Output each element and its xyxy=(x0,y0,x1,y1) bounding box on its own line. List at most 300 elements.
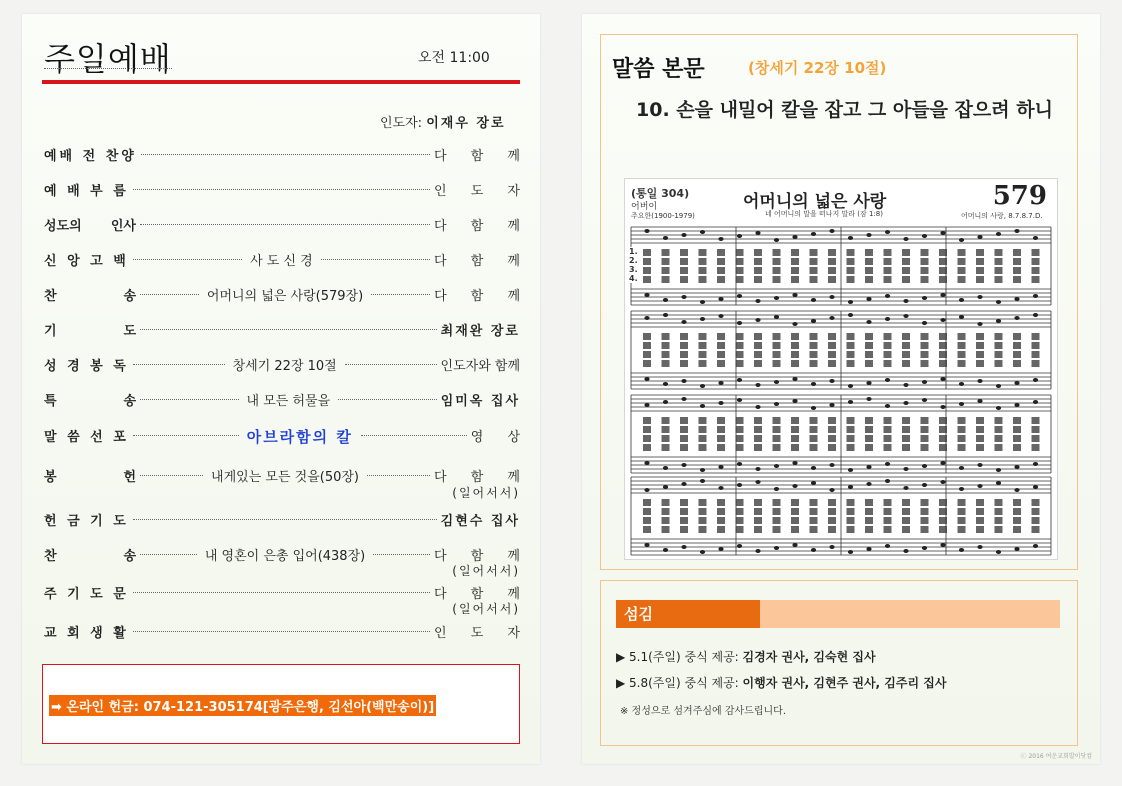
note-head xyxy=(848,384,853,388)
lyric-glyph xyxy=(995,517,1003,524)
note-head xyxy=(755,549,760,553)
lyric-glyph xyxy=(976,267,984,274)
lyric-glyph xyxy=(717,417,725,424)
lyric-glyph xyxy=(662,258,670,265)
note-head xyxy=(1033,313,1038,317)
lyric-glyph xyxy=(847,526,855,533)
lyric-glyph xyxy=(939,333,947,340)
lyric-glyph xyxy=(717,499,725,506)
lyric-glyph xyxy=(754,444,762,451)
row-responsible: 김현수 집사 xyxy=(440,514,520,529)
lyric-glyph xyxy=(828,435,836,442)
row-detail: 어머니의 넓은 사랑(579장) xyxy=(206,289,364,304)
lyric-glyph xyxy=(1032,351,1040,358)
row-note: (일어서서) xyxy=(452,486,520,500)
lyric-glyph xyxy=(884,508,892,515)
lyric-glyph xyxy=(643,435,651,442)
lyric-glyph xyxy=(902,435,910,442)
lyric-glyph xyxy=(736,417,744,424)
lyric-glyph xyxy=(995,417,1003,424)
lyric-glyph xyxy=(865,276,873,283)
hymn-composer-left: 주요한(1900-1979) xyxy=(631,212,695,220)
note-head xyxy=(940,318,945,322)
note-head xyxy=(866,381,871,385)
lyric-glyph xyxy=(958,444,966,451)
lyric-glyph xyxy=(810,499,818,506)
note-head xyxy=(755,405,760,409)
lyric-glyph xyxy=(1032,526,1040,533)
lyric-glyph xyxy=(884,333,892,340)
lyric-glyph xyxy=(736,435,744,442)
lyric-glyph xyxy=(717,444,725,451)
dot-leader xyxy=(338,390,437,400)
lyric-glyph xyxy=(958,499,966,506)
worship-row xyxy=(44,583,530,602)
note-head xyxy=(903,383,908,387)
lyric-glyph xyxy=(884,526,892,533)
lyric-glyph xyxy=(1013,526,1021,533)
note-head xyxy=(681,233,686,237)
lyric-glyph xyxy=(699,499,707,506)
note-head xyxy=(718,401,723,405)
note-head xyxy=(1014,547,1019,551)
scripture-verse: 10. 손을 내밀어 칼을 잡고 그 아들을 잡으려 하니 xyxy=(636,99,1053,121)
lyric-glyph xyxy=(717,526,725,533)
worship-row xyxy=(44,622,530,641)
row-responsible: 인 도 자 xyxy=(434,626,530,641)
serving-line-2 xyxy=(616,674,946,691)
note-head xyxy=(737,483,742,487)
lyric-glyph xyxy=(976,526,984,533)
lyric-glyph xyxy=(791,499,799,506)
note-head xyxy=(940,480,945,484)
lyric-glyph xyxy=(995,258,1003,265)
lyric-glyph xyxy=(1013,508,1021,515)
note-head xyxy=(829,403,834,407)
hymn-number: 579 xyxy=(992,181,1047,211)
lyric-glyph xyxy=(810,426,818,433)
dot-leader xyxy=(373,545,430,555)
leader-name: 이재우 장로 xyxy=(426,116,506,131)
lyric-glyph xyxy=(995,426,1003,433)
lyric-glyph xyxy=(847,276,855,283)
bulletin-left-page xyxy=(22,14,540,764)
note-head xyxy=(663,485,668,489)
row-item-char: 송 xyxy=(123,549,136,564)
lyric-glyph xyxy=(1013,444,1021,451)
note-head xyxy=(718,465,723,469)
lyric-glyph xyxy=(921,342,929,349)
lyric-glyph xyxy=(699,333,707,340)
lyric-glyph xyxy=(810,508,818,515)
lyric-glyph xyxy=(680,517,688,524)
note-head xyxy=(737,462,742,466)
copyright: ⓒ 2016 여운교회발이닷컴 xyxy=(1020,753,1092,760)
lyric-glyph xyxy=(902,444,910,451)
row-responsible: 다 함 께 xyxy=(434,587,530,602)
lyric-glyph xyxy=(791,435,799,442)
note-head xyxy=(903,299,908,303)
lyric-glyph xyxy=(1013,276,1021,283)
note-head xyxy=(1014,488,1019,492)
row-item xyxy=(44,320,136,339)
row-responsible: 최재완 장로 xyxy=(440,324,520,339)
lyric-glyph xyxy=(643,517,651,524)
lyric-glyph xyxy=(902,417,910,424)
lyric-glyph xyxy=(773,249,781,256)
leader-label: 인도자: xyxy=(380,116,423,131)
lyric-glyph xyxy=(810,444,818,451)
dot-leader xyxy=(140,215,430,225)
lyric-glyph xyxy=(921,360,929,367)
lyric-glyph xyxy=(643,426,651,433)
lyric-glyph xyxy=(754,267,762,274)
note-head xyxy=(959,382,964,386)
lyric-glyph xyxy=(643,333,651,340)
verse-number: 3. xyxy=(629,265,638,274)
worship-row xyxy=(44,145,530,164)
lyric-glyph xyxy=(1032,499,1040,506)
row-detail: 아브라함의 칼 xyxy=(246,428,353,446)
note-head xyxy=(903,486,908,490)
lyric-glyph xyxy=(717,435,725,442)
lyric-glyph xyxy=(865,342,873,349)
note-head xyxy=(1014,465,1019,469)
note-head xyxy=(866,320,871,324)
note-head xyxy=(1014,229,1019,233)
lyric-glyph xyxy=(810,267,818,274)
note-head xyxy=(829,295,834,299)
lyric-glyph xyxy=(828,276,836,283)
row-item-char: 송 xyxy=(123,394,136,409)
lyric-glyph xyxy=(773,508,781,515)
note-head xyxy=(1014,381,1019,385)
note-head xyxy=(700,230,705,234)
lyric-glyph xyxy=(921,333,929,340)
lyric-glyph xyxy=(699,508,707,515)
lyric-glyph xyxy=(1032,444,1040,451)
lyric-glyph xyxy=(810,417,818,424)
note-head xyxy=(681,397,686,401)
lyric-glyph xyxy=(939,267,947,274)
lyric-glyph xyxy=(958,526,966,533)
lyric-glyph xyxy=(976,342,984,349)
lyric-glyph xyxy=(902,276,910,283)
lyric-glyph xyxy=(939,426,947,433)
lyric-glyph xyxy=(976,444,984,451)
row-item-char: 헌 xyxy=(123,470,136,485)
lyric-glyph xyxy=(699,444,707,451)
lyric-glyph xyxy=(1013,333,1021,340)
lyric-glyph xyxy=(791,333,799,340)
lyric-glyph xyxy=(662,499,670,506)
lyric-glyph xyxy=(1013,342,1021,349)
note-head xyxy=(774,546,779,550)
lyric-glyph xyxy=(884,426,892,433)
lyric-glyph xyxy=(1032,333,1040,340)
row-item: 교 회 생 활 xyxy=(44,626,129,641)
lyric-glyph xyxy=(865,258,873,265)
note-head xyxy=(922,546,927,550)
row-detail: 내 모든 허물을 xyxy=(246,394,331,409)
row-detail: 내 영혼이 은총 입어(438장) xyxy=(204,549,366,564)
serving-names: 이행자 권사, 김현주 권사, 김주리 집사 xyxy=(742,676,947,690)
lyric-glyph xyxy=(958,508,966,515)
lyric-glyph xyxy=(810,351,818,358)
row-item-char: 봉 xyxy=(44,470,57,485)
lyric-glyph xyxy=(717,342,725,349)
note-head xyxy=(977,295,982,299)
lyric-glyph xyxy=(865,249,873,256)
lyric-glyph xyxy=(865,526,873,533)
lyric-glyph xyxy=(958,517,966,524)
lyric-glyph xyxy=(662,342,670,349)
note-head xyxy=(792,293,797,297)
note-head xyxy=(681,482,686,486)
lyric-glyph xyxy=(939,526,947,533)
row-item: 성 경 봉 독 xyxy=(44,359,129,374)
note-head xyxy=(663,400,668,404)
lyric-glyph xyxy=(921,276,929,283)
dot-leader xyxy=(361,426,467,436)
lyric-glyph xyxy=(699,276,707,283)
lyric-glyph xyxy=(680,435,688,442)
lyric-glyph xyxy=(847,444,855,451)
row-item xyxy=(44,390,136,409)
lyric-glyph xyxy=(902,342,910,349)
lyric-glyph xyxy=(995,435,1003,442)
lyric-glyph xyxy=(699,426,707,433)
row-responsible: 다 함 께 xyxy=(434,254,530,269)
lyric-glyph xyxy=(773,342,781,349)
lyric-glyph xyxy=(680,499,688,506)
verse-number: 1. xyxy=(629,247,638,256)
note-head xyxy=(848,468,853,472)
lyric-glyph xyxy=(902,249,910,256)
lyric-glyph xyxy=(828,417,836,424)
worship-row xyxy=(44,180,530,199)
note-head xyxy=(940,461,945,465)
hymn-tongil: (통일 304) xyxy=(631,187,690,200)
red-divider xyxy=(42,80,520,84)
lyric-glyph xyxy=(884,360,892,367)
note-head xyxy=(663,313,668,317)
lyric-glyph xyxy=(810,517,818,524)
note-head xyxy=(755,480,760,484)
lyric-glyph xyxy=(902,258,910,265)
note-head xyxy=(737,234,742,238)
dot-leader xyxy=(140,466,203,476)
lyric-glyph xyxy=(680,360,688,367)
lyric-glyph xyxy=(939,360,947,367)
note-head xyxy=(959,402,964,406)
note-head xyxy=(1033,378,1038,382)
note-head xyxy=(922,234,927,238)
lyric-glyph xyxy=(754,499,762,506)
note-head xyxy=(903,314,908,318)
lyric-glyph xyxy=(643,267,651,274)
note-head xyxy=(644,229,649,233)
lyric-glyph xyxy=(847,435,855,442)
lyric-glyph xyxy=(884,267,892,274)
note-head xyxy=(848,313,853,317)
lyric-glyph xyxy=(847,517,855,524)
dot-leader xyxy=(367,466,430,476)
lyric-glyph xyxy=(902,499,910,506)
lyric-glyph xyxy=(884,417,892,424)
lyric-glyph xyxy=(791,417,799,424)
dot-leader xyxy=(133,622,430,632)
lyric-glyph xyxy=(884,435,892,442)
lyric-glyph xyxy=(773,417,781,424)
lyric-glyph xyxy=(791,360,799,367)
lyric-glyph xyxy=(773,360,781,367)
lyric-glyph xyxy=(662,508,670,515)
lyric-glyph xyxy=(662,333,670,340)
row-item: 예 배 부 름 xyxy=(44,184,129,199)
bulletin-right-page xyxy=(582,14,1100,764)
lyric-glyph xyxy=(976,417,984,424)
lyric-glyph xyxy=(828,444,836,451)
lyric-glyph xyxy=(736,267,744,274)
lyric-glyph xyxy=(865,333,873,340)
lyric-glyph xyxy=(995,267,1003,274)
worship-row xyxy=(44,426,531,447)
lyric-glyph xyxy=(976,351,984,358)
lyric-glyph xyxy=(921,258,929,265)
note-head xyxy=(774,464,779,468)
lyric-glyph xyxy=(865,517,873,524)
note-head xyxy=(755,318,760,322)
lyric-glyph xyxy=(754,249,762,256)
lyric-glyph xyxy=(791,276,799,283)
note-head xyxy=(848,485,853,489)
lyric-glyph xyxy=(958,351,966,358)
row-item: 예배 전 찬양 xyxy=(44,149,137,164)
lyric-glyph xyxy=(662,417,670,424)
lyric-glyph xyxy=(736,258,744,265)
note-head xyxy=(866,297,871,301)
lyric-glyph xyxy=(773,267,781,274)
lyric-glyph xyxy=(865,499,873,506)
note-head xyxy=(718,297,723,301)
note-head xyxy=(774,238,779,242)
lyric-glyph xyxy=(662,360,670,367)
lyric-glyph xyxy=(958,342,966,349)
lyric-glyph xyxy=(1013,517,1021,524)
note-head xyxy=(1014,316,1019,320)
lyric-glyph xyxy=(754,360,762,367)
lyric-glyph xyxy=(939,351,947,358)
note-head xyxy=(866,233,871,237)
lyric-glyph xyxy=(884,351,892,358)
lyric-glyph xyxy=(643,499,651,506)
lyric-glyph xyxy=(736,351,744,358)
lyric-glyph xyxy=(680,526,688,533)
worship-row xyxy=(44,320,520,339)
row-item-char: 기 xyxy=(44,324,57,339)
row-item xyxy=(44,466,136,485)
note-head xyxy=(737,544,742,548)
lyric-glyph xyxy=(939,508,947,515)
note-head xyxy=(885,230,890,234)
lyric-glyph xyxy=(810,360,818,367)
lyric-glyph xyxy=(939,444,947,451)
lyric-glyph xyxy=(976,517,984,524)
lyric-glyph xyxy=(995,276,1003,283)
hymn-sheet xyxy=(624,178,1058,560)
lyric-glyph xyxy=(1013,417,1021,424)
note-head xyxy=(848,236,853,240)
lyric-glyph xyxy=(847,508,855,515)
note-head xyxy=(959,466,964,470)
lyric-glyph xyxy=(847,360,855,367)
lyric-glyph xyxy=(902,517,910,524)
lyric-glyph xyxy=(680,342,688,349)
lyric-glyph xyxy=(736,426,744,433)
note-head xyxy=(663,382,668,386)
lyric-glyph xyxy=(865,508,873,515)
page-title: 주일예배 xyxy=(44,40,172,78)
row-item xyxy=(44,285,136,304)
note-head xyxy=(940,405,945,409)
note-head xyxy=(774,402,779,406)
lyric-glyph xyxy=(791,267,799,274)
note-head xyxy=(885,294,890,298)
lyric-glyph xyxy=(995,508,1003,515)
dot-leader xyxy=(140,545,197,555)
note-head xyxy=(996,384,1001,388)
note-head xyxy=(866,465,871,469)
note-head xyxy=(644,488,649,492)
note-head xyxy=(663,466,668,470)
lyric-glyph xyxy=(736,499,744,506)
lyric-glyph xyxy=(736,517,744,524)
note-head xyxy=(959,298,964,302)
note-head xyxy=(774,380,779,384)
lyric-glyph xyxy=(680,258,688,265)
lyric-glyph xyxy=(662,426,670,433)
lyric-glyph xyxy=(736,526,744,533)
dot-leader xyxy=(133,583,430,593)
lyric-glyph xyxy=(736,444,744,451)
lyric-glyph xyxy=(902,360,910,367)
note-head xyxy=(700,384,705,388)
row-item-char: 도 xyxy=(123,324,136,339)
dot-leader xyxy=(133,180,430,190)
note-head xyxy=(922,464,927,468)
lyric-glyph xyxy=(810,526,818,533)
lyric-glyph xyxy=(847,351,855,358)
note-head xyxy=(922,380,927,384)
lyric-glyph xyxy=(791,526,799,533)
verse-number: 4. xyxy=(629,274,638,283)
note-head xyxy=(866,397,871,401)
staff-system xyxy=(629,225,1053,309)
note-head xyxy=(663,548,668,552)
lyric-glyph xyxy=(921,508,929,515)
row-responsible: 다 함 께 xyxy=(434,219,530,234)
lyric-glyph xyxy=(699,267,707,274)
worship-row xyxy=(44,215,530,234)
lyric-glyph xyxy=(791,508,799,515)
serving-date: ▶ 5.1(주일) 중식 제공: xyxy=(616,650,739,664)
dot-leader xyxy=(321,250,430,260)
note-head xyxy=(996,481,1001,485)
lyric-glyph xyxy=(958,435,966,442)
note-head xyxy=(940,377,945,381)
lyric-glyph xyxy=(699,360,707,367)
